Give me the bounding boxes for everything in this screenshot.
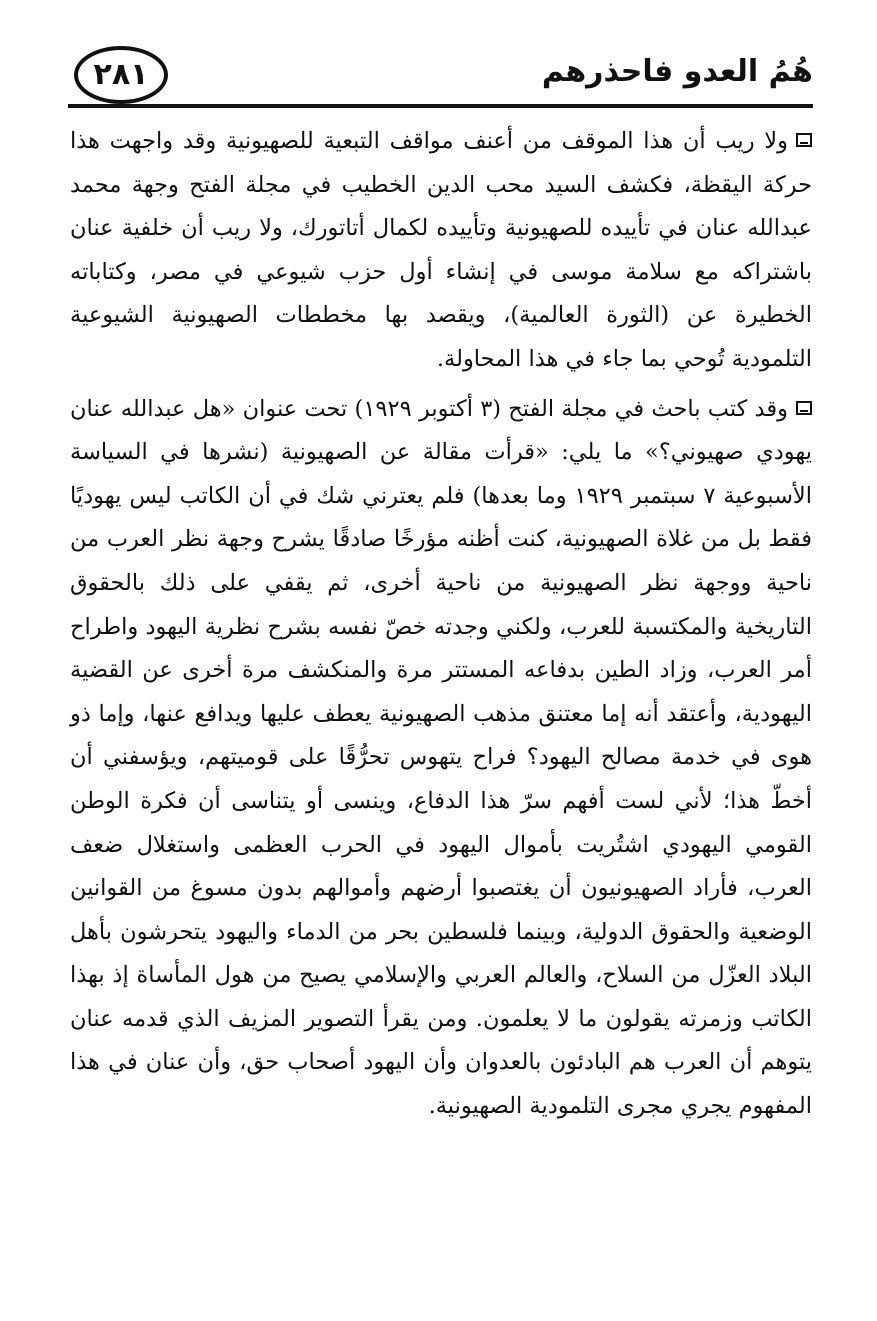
paragraph-text: ولا ريب أن هذا الموقف من أعنف مواقف التبعية للصهيونية وقد واجهت هذا حركة اليقظة، فكشف السيد محب الدين الخطيب في مجلة الفتح وجهة محمد عبدالله عنان في تأييده للصهيونية وتأييده لكمال أتاتورك، ولا ريب أن خلفية عنان باشتراكه مع سلامة موسى في إنشاء أول حزب شيوعي في مصر، وكتاباته الخطيرة عن (الثورة العالمية)، ويقصد بها مخططات الصهيونية الشيوعية التلمودية تُوحي بما جاء في هذا المحاولة. <box>70 128 812 372</box>
page-content <box>70 120 812 1135</box>
square-bullet-icon <box>796 401 812 415</box>
paragraph-2 <box>70 388 812 1129</box>
page-header <box>68 40 813 106</box>
square-bullet-icon <box>796 133 812 147</box>
paragraph-1 <box>70 120 812 382</box>
header-divider <box>68 104 813 108</box>
paragraph-text: وقد كتب باحث في مجلة الفتح (٣ أكتوبر ١٩٢٩) تحت عنوان «هل عبدالله عنان يهودي صهيوني؟» ما يلي: «قرأت مقالة عن الصهيونية (نشرها في السياسة الأسبوعية ٧ سبتمبر ١٩٢٩ وما بعدها) فلم يعترني شك في أن الكاتب ليس يهوديًا فقط بل من غلاة الصهيونية، كنت أظنه مؤرخًا صادقًا يشرح وجهة نظر العرب من ناحية ووجهة نظر الصهيونية من ناحية أخرى، ثم يقفي على ذلك بالحقوق التاريخية والمكتسبة للعرب، ولكني وجدته خصّ نفسه بشرح نظرية اليهود واطراح أمر العرب، وزاد الطين بدفاعه المستتر مرة والمنكشف مرة أخرى عن القضية اليهودية، وأعتقد أنه إما معتنق مذهب الصهيونية يعطف عليها ويدافع عنها، وإما ذو هوى في خدمة مصالح اليهود؟ فراح يتهوس تحرُّقًا على قوميتهم، ويؤسفني أن أخطّ هذا؛ لأني لست أفهم سرّ هذا الدفاع، وينسى أو يتناسى أن فكرة الوطن القومي اليهودي اشتُريت بأموال اليهود في الحرب العظمى واستغلال ضعف العرب، فأراد الصهيونيون أن يغتصبوا أرضهم وأموالهم بدون مسوغ من القوانين الوضعية والحقوق الدولية، وبينما فلسطين بحر من الدماء واليهود يتحرشون بأهل البلاد العزّل من السلاح، والعالم العربي والإسلامي يصيح من هول المأساة إذ بهذا الكاتب وزمرته يقولون ما لا يعلمون. ومن يقرأ التصوير المزيف الذي قدمه عنان يتوهم أن العرب هم البادئون بالعدوان وأن اليهود أصحاب حق، وأن عنان في هذا المفهوم يجري مجرى التلمودية الصهيونية. <box>70 395 813 1120</box>
page-number: ٢٨١ <box>74 46 168 104</box>
running-title: هُمُ العدو فاحذرهم <box>541 54 813 89</box>
